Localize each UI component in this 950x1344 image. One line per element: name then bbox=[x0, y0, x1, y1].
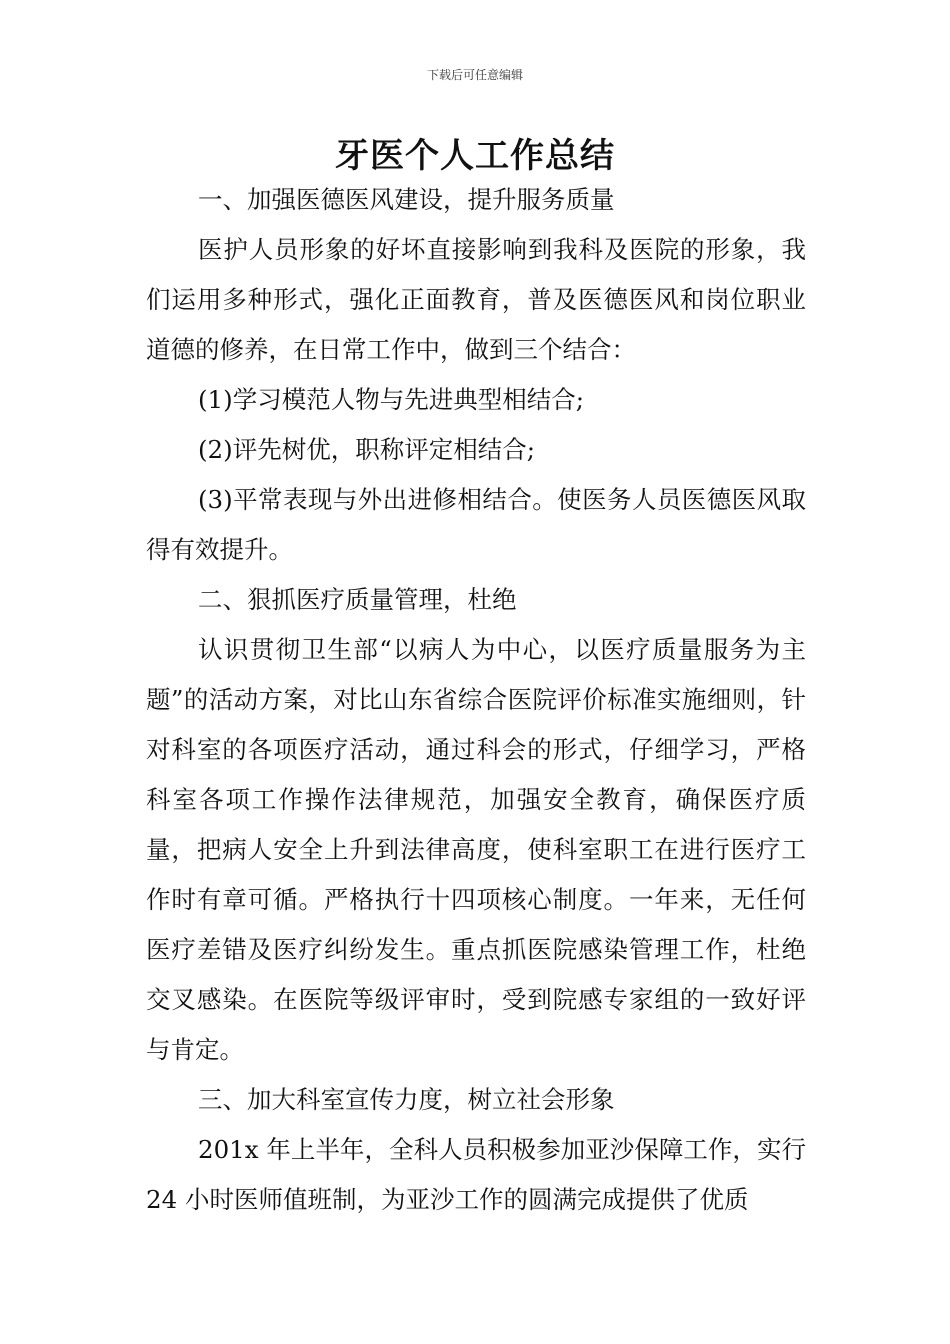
paragraph: 医护人员形象的好坏直接影响到我科及医院的形象，我们运用多种形式，强化正面教育，普及医德医风和岗位职业道德的修养，在日常工作中，做到三个结合： bbox=[146, 235, 806, 364]
paragraph: 认识贯彻卫生部“以病人为中心，以医疗质量服务为主题”的活动方案，对比山东省综合医院评价标准实施细则，针对科室的各项医疗活动，通过科会的形式，仔细学习，严格科室各项工作操作法律规范，加强安全教育，确保医疗质量，把病人安全上升到法律高度，使科室职工在进行医疗工作时有章可循。严格执行十四项核心制度。一年来，无任何医疗差错及医疗纠纷发生。重点抓医院感染管理工作，杜绝交叉感染。在医院等级评审时，受到院感专家组的一致好评与肯定。 bbox=[146, 635, 806, 1064]
list-item: (1)学习模范人物与先进典型相结合; bbox=[198, 385, 584, 414]
section-heading-3: 三、加大科室宣传力度，树立社会形象 bbox=[198, 1085, 615, 1114]
paragraph: 201x 年上半年，全科人员积极参加亚沙保障工作，实行 24 小时医师值班制，为亚沙工作的圆满完成提供了优质 bbox=[146, 1135, 806, 1214]
section-heading-1: 一、加强医德医风建设，提升服务质量 bbox=[198, 185, 615, 214]
list-item: (3)平常表现与外出进修相结合。使医务人员医德医风取得有效提升。 bbox=[146, 485, 806, 564]
header-note: 下载后可任意编辑 bbox=[426, 68, 523, 82]
document-title: 牙医个人工作总结 bbox=[335, 136, 615, 176]
section-heading-2: 二、狠抓医疗质量管理，杜绝 bbox=[198, 585, 517, 614]
document-body bbox=[146, 175, 806, 1225]
list-item: (2)评先树优，职称评定相结合; bbox=[198, 435, 535, 464]
